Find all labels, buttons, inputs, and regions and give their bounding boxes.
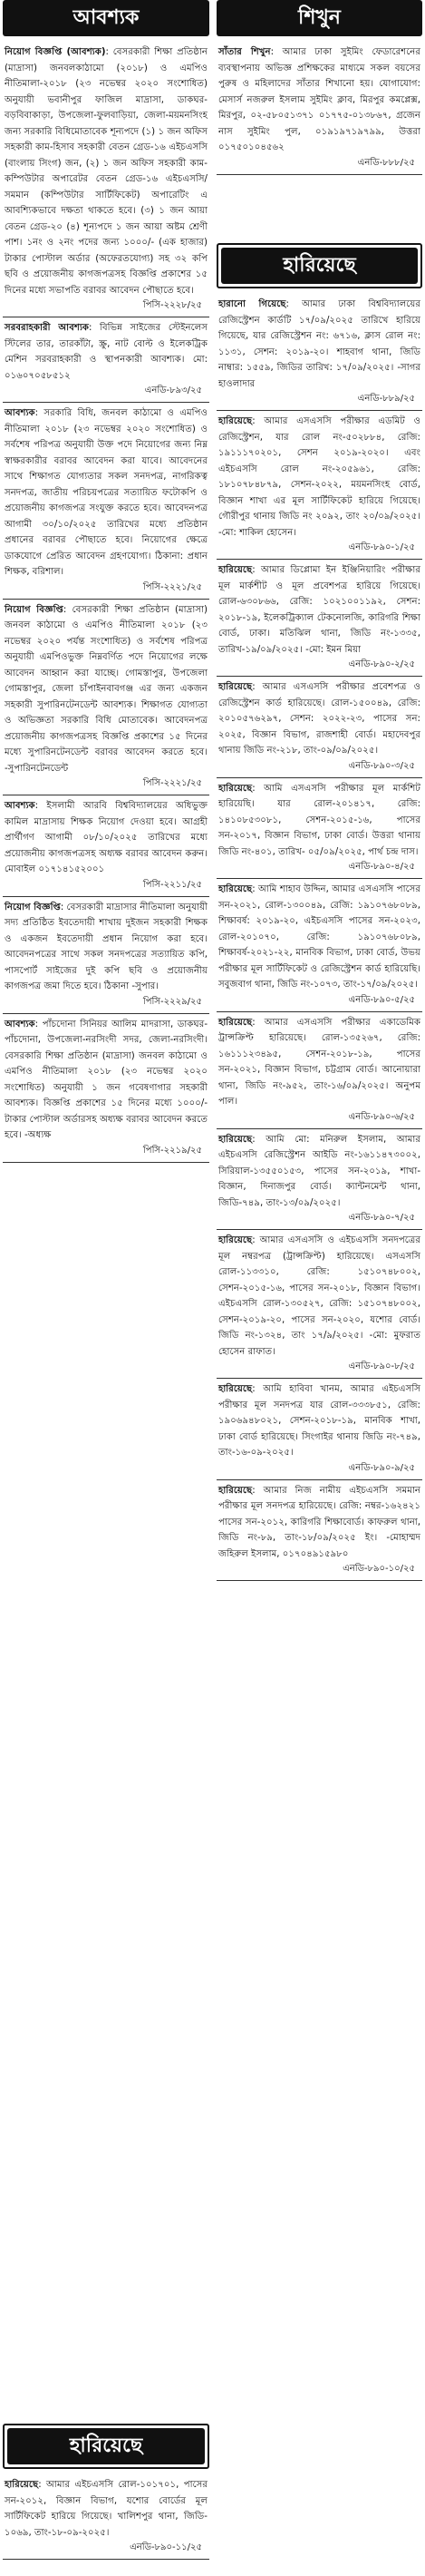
classified-ad bbox=[3, 1014, 209, 1163]
ad-lead: হারিয়েছে bbox=[218, 416, 253, 426]
ad-code: পিসি-২২২১/২৫ bbox=[142, 778, 202, 788]
ad-code: এনডি-৮৯০-৮/২৫ bbox=[348, 1361, 415, 1371]
ad-code: এনডি-৮৯০-১১/২৫ bbox=[130, 2542, 202, 2552]
ad-text bbox=[218, 44, 420, 156]
ad-text bbox=[218, 562, 420, 658]
ad-code: এনডি-৮৯০-৫/২৫ bbox=[348, 994, 415, 1005]
ad-body: : সরকারি বিধি, জনবল কাঠামো ও এমপিও নীতিমালা ২০১৮ (২৩ নভেম্বর ২০২০ সংশোধিত) ও সর্বশেষ পরিপত্র অনুযায়ী উক্ত পদে নিয়োগের জন্য নিম্ন স্বাক্ষরকারীর বরাবর আবেদন করা যাবে। আবেদনের সাথে শিক্ষাগত যোগ্যতার সকল সনদপত্র, নাগরিকত্ব সনদপত্র, জাতীয় পরিচয়পত্রের সত্যায়িত ফটোকপি ও প্রয়োজনীয় কাগজপত্র সংযুক্ত করতে হবে। আবেদনপত্র আগামী ৩০/১০/২০২৫ তারিখের মধ্যে প্রতিষ্ঠান প্রধানের বরাবর পৌছাতে হবে। নিয়োগের ক্ষেত্রে ডাকযোগে প্রেরিত আবেদন গ্রহণযোগ্য। ঠিকানা: প্রধান শিক্ষক, বরিশাল। bbox=[5, 408, 208, 577]
ad-lead: আবশ্যক bbox=[5, 408, 35, 418]
section-header-shikhun: শিখুন bbox=[217, 0, 422, 36]
ad-text bbox=[218, 297, 420, 392]
ad-body: : আমার এইচএসসি রোল-১০১৭০১, পাসের সন-২০১২, বিজ্ঞান বিভাগ, যশোর বোর্ডের মূল সার্টিফিকেট হারিয়ে গিয়েছে। খালিশপুর থানা, জিডি- ১০৬৯, তাং-১৮-০৯-২০২৫। bbox=[5, 2480, 208, 2538]
ad-text bbox=[218, 1483, 420, 1563]
ad-lead: নিয়োগ বিজ্ঞপ্তি (আবশ্যক) bbox=[5, 47, 106, 57]
ad-text bbox=[5, 2477, 208, 2541]
ad-code: এনডি-৮৯০-৭/২৫ bbox=[348, 1213, 415, 1223]
ad-lead: হারানো গিয়েছে bbox=[218, 299, 286, 309]
ad-body: : বিভিন্ন সাইজের স্টেইনলেস স্টিলের তার, তারকাঁটা, স্ক্রু, নাট বোল্ট ও ইলেকট্রিক মেশিন সরবরাহকারী ও স্থাপনকারী আবশ্যক। মো: ০১৬০৭০৫৮৫১২ bbox=[5, 323, 208, 381]
ad-body: : বেসরকারী শিক্ষা প্রতিষ্ঠান (মাদ্রাসা) জনবলকাঠামো (২০১৮) ও এমপিও নীতিমালা-২০১৮ (২৩ নভেম্বর ২০২০ সংশোধিত) অনুযায়ী ভবানীপুর ফাজিল মাদ্রাসা, ডাকঘর-বড়বিবাকাড়া, উপজেলা-ফুলবাড়িয়া, জেলা-ময়মনসিংহ জন্য সরকারি বিধিমোতাবেক শূন্যপদে (১) ১ জন অফিস সহকারী কাম-হিসাব সহকারী বেতন গ্রেড-১৬ এইচএসসি (বাংলায় সিংগ) জন, (২) ১ জন অফিস সহকারী কাম-কম্পিউটার অপারেটর বেতন গ্রেড-১৬ এইচএসসি/সমমান (কম্পিউটার সার্টিফিকেট) অপারেটিং এ আবশ্যিকভাবে দক্ষতা থাকতে হবে। (৩) ১ জন আয়া বেতন গ্রেড-২০ (৪) শূন্যপদে ১ জন আয়া অষ্টম শ্রেণী পাশ। ১নং ও ২নং পদের জন্য ১০০০/- (এক হাজার) টাকার পোস্টাল অর্ডার (অফেরতযোগ্য) সহ ৩২ কপি ছবি ও প্রয়োজনীয় কাগজপত্রসহ বিজ্ঞপ্তি প্রকাশের ১৫ দিনের মধ্যে সভাপতি বরাবর আবেদন পৌছাতে হবে। bbox=[5, 47, 208, 296]
ad-lead: হারিয়েছে bbox=[218, 1235, 253, 1245]
ad-code: এনডি-৮৯০-৬/২৫ bbox=[348, 1111, 415, 1122]
ad-code: এনডি-৮৮৮/২৫ bbox=[357, 157, 415, 168]
ad-body: : ইসলামী আরবি বিশ্ববিদ্যালয়ের অধিভুক্ত কামিল মাদ্রাসায় শিক্ষক নিয়োগ দেওয়া হবে। আগ্রহী প্রার্থীগণ আগামী ০৮/১০/২০২৫ তারিখের মধ্যে প্রয়োজনীয় কাগজপত্রসহ অধ্যক্ষ বরাবর আবেদন করুন। মোবাইল ০১৭১৪১৫২০০১ bbox=[5, 801, 208, 874]
right-column bbox=[217, 0, 422, 2543]
classified-ad bbox=[217, 42, 422, 175]
classified-ad bbox=[217, 1012, 422, 1129]
ad-code: এনডি-৮৯০-১/২৫ bbox=[348, 542, 415, 552]
ad-text bbox=[5, 405, 208, 581]
classified-ad bbox=[217, 1129, 422, 1231]
classified-ad bbox=[3, 42, 209, 317]
ad-lead: হারিয়েছে bbox=[218, 682, 253, 692]
ad-code: এনডি-৮৮৯/২৫ bbox=[357, 394, 415, 404]
left-lost-classifieds bbox=[3, 2474, 209, 2576]
ad-code: এনডি-৮৯০-৩/২৫ bbox=[348, 760, 415, 771]
classified-ad bbox=[217, 879, 422, 1012]
ad-code: এনডি-৮৯০-২/২৫ bbox=[348, 659, 415, 669]
ad-text bbox=[218, 414, 420, 541]
ad-body: : আমার এসএসসি পরীক্ষার এডমিট ও রেজিস্ট্রেশন, যার রোল নং-৫০২৮৮৪, রেজি: ১৯১১১৭০২০১, সেশন ২০১৯-২০২০। এবং এইচএসসি রোল নং-২০৫৯৬১, রেজি: ১৮১০৭৮৪৮৭৯, সেশন-২০২২, ময়মনসিংহ বোর্ড, বিজ্ঞান শাখা এর মূল সার্টিফিকেট হারিয়ে গিয়েছে। গৌরীপুর থানায় জিডি নং ২০৯২, তাং ২০/০৯/২০২৫। -মো: শাকিল হোসেন। bbox=[218, 416, 420, 538]
section-header-abosshok: আবশ্যক bbox=[3, 0, 209, 36]
ad-text bbox=[5, 320, 208, 384]
section-header-lost-right: হারিয়েছে bbox=[221, 248, 418, 284]
ad-code: এনডি-৮৯০-৯/২৫ bbox=[348, 1462, 415, 1473]
right-learn-classifieds bbox=[217, 42, 422, 238]
ad-lead: সাঁতার শিখুন bbox=[218, 47, 271, 57]
ad-lead: হারিয়েছে bbox=[218, 1134, 253, 1145]
classified-ad bbox=[217, 677, 422, 778]
ad-code: পিসি-২২২১/২৫ bbox=[142, 581, 202, 592]
ad-body: : বেসরকারী শিক্ষা প্রতিষ্ঠান (মাদ্রাসা) জনবল কাঠামো ও এমপিও নীতিমালা ২০১৮ (২৩ নভেম্বর ২০২০ পর্যন্ত সংশোধিত) ও সর্বশেষ পরিপত্র অনুযায়ী এমপিওভুক্ত নিম্নবর্ণিত পদে নিয়োগের লক্ষে আবেদন আহ্বান করা যাচ্ছে। গোমস্তাপুর, উপজেলা গোমস্তাপুর, জেলা চাঁপাইনবাবগঞ্জ এর জন্য একজন সহকারী সুপারিনটেনডেন্ট আবশ্যক। শিক্ষাগত যোগ্যতা ও অভিজ্ঞতা সরকারি বিধি মোতাবেক। আবেদনপত্র প্রয়োজনীয় কাগজপত্রসহ বিজ্ঞপ্তি প্রকাশের ১৫ দিনের মধ্যে সুপারিনটেনডেন্ট বরাবর আবেদন করতে হবে। -সুপারিনটেনডেন্ট bbox=[5, 604, 208, 774]
ad-body: : আমি হাবিবা খানম, আমার এইচএসসি পরীক্ষার মূল সনদপত্র যার রোল-৩৩৩৮৫১, রেজি: ১৯০৬৯৪৮০২১, সেশন-২০১৮-১৯, মানবিক শাখা, ঢাকা বোর্ড হারিয়েছে। সিংগাইর থানায় জিডি নং-৭৪৯, তাং-১৬-০৯-২০২৫। bbox=[218, 1384, 420, 1458]
ad-lead: হারিয়েছে bbox=[218, 783, 253, 794]
classified-ad bbox=[217, 1480, 422, 1582]
ad-lead: নিয়োগ বিজ্ঞপ্তি bbox=[5, 902, 61, 912]
section-header-lost-left: হারিয়েছে bbox=[7, 2428, 205, 2464]
ad-text bbox=[218, 781, 420, 861]
left-column bbox=[3, 0, 209, 2576]
ad-lead: আবশ্যক bbox=[5, 801, 35, 811]
ad-text bbox=[218, 679, 420, 759]
ad-text bbox=[5, 798, 208, 878]
right-lost-classifieds bbox=[217, 294, 422, 2543]
section-header-box-lost-left bbox=[3, 2424, 209, 2469]
ad-lead: হারিয়েছে bbox=[218, 565, 253, 575]
classified-ad bbox=[217, 294, 422, 411]
ad-body: : আমার এসএসসি পরীক্ষার প্রবেশপত্র ও রেজিস্ট্রেশন কার্ড হারিয়েছে। রোল-১৫০০৪৯, রেজি: ২০১০৫৭৬২৯৭, সেশন: ২০২২-২৩, পাসের সন: ২০২৫, বিজ্ঞান বিভাগ, রাজশাহী বোর্ড। মহাদেবপুর থানায় জিডি নং-২১৮, তাং-০৯/০৯/২০২৫। bbox=[218, 682, 420, 756]
classified-ad bbox=[3, 2474, 209, 2560]
ad-body: : আমি শাহাব উদ্দিন, আমার এসএসসি পাসের সন-২০২১, রোল-১৩০০৪৯, রেজি: ১৯১০৭৬৮০৮৯, শিক্ষাবর্ষ: ২০১৯-২০, এইচএসসি পাসের সন-২০২৩, রোল-২০১০৭০, রেজি: ১৯১০৭৬৮০৮৯, শিক্ষাবর্ষ-২০২১-২২, মানবিক বিভাগ, ঢাকা বোর্ড, উভয় পরীক্ষার মূল সার্টিফিকেট ও রেজিস্ট্রেশন কার্ড হারিয়েছি। সবুজবাগ থানা, জিডি নং-১০৭৩, তাং-১৭/০৯/২০২৫। bbox=[218, 884, 420, 990]
ad-text bbox=[5, 602, 208, 777]
classified-ad bbox=[3, 317, 209, 403]
classified-ad bbox=[217, 1379, 422, 1480]
ad-text bbox=[5, 44, 208, 298]
ad-lead: হারিয়েছে bbox=[218, 1485, 253, 1496]
ad-lead: আবশ্যক bbox=[5, 1019, 35, 1029]
ad-body: : আমার নিজ নামীয় এইচএসসি সমমান পরীক্ষার মূল সনদপত্র হারিয়েছে। রেজি: নম্বর-১৬২৪২১ পাসের সন-২০১২, কারিগরি শিক্ষাবোর্ড। কাফরুল থানা, জিডি নং-৮৯, তাং-১৮/০৯/২০২৫ ইং। -মোহাম্মদ জহিরুল ইসলাম, ০১৭০৪৯১৫৯৮০ bbox=[218, 1485, 420, 1559]
ad-text bbox=[218, 1132, 420, 1212]
classified-ad bbox=[217, 1230, 422, 1379]
classified-ad bbox=[217, 778, 422, 880]
classified-ad bbox=[3, 600, 209, 796]
ad-text bbox=[218, 1381, 420, 1461]
ad-lead: হারিয়েছে bbox=[218, 884, 253, 894]
ad-body: : আমি এসএসসি পরীক্ষার মূল মার্কশিট হারিয়েছি। যার রোল-২০১৪১৭, রেজি: ১৪১০৮৫৩০৮১, সেশন-২০১৫-১৬, পাসের সন-২০১৭, বিজ্ঞান বিভাগ, ঢাকা বোর্ড। উত্তরা থানায় জিডি নং-৪০১, তারিখ- ০৫/০৯/২০২৫, পার্থ চন্দ্র দাস। bbox=[218, 783, 420, 857]
ad-text bbox=[5, 1017, 208, 1144]
ad-body: : আমার ঢাকা সুইমিং ফেডারেশনের ব্যবস্থাপনায় অভিজ্ঞ প্রশিক্ষকের মাধ্যমে সকল বয়সের পুরুষ ও মহিলাদের সাঁতার শিখানো হয়। যোগাযোগ: মেসার্স নজরুল ইসলাম সুইমিং ক্লাব, মিরপুর কমপ্লেক্স, মিরপুর, ০২-৫৮০৫১৩৭১ ০১৭৭৫-০১৩৮৬৭, গ্রজেন নাস সুইমিং পুল, ০১৯১৯৭১৯৭৯৯, উত্তরা ০১৭৫০১০৪৫৬২ bbox=[218, 47, 420, 152]
ad-body: : পাঁচদোনা সিনিয়র আলিম মাদরাসা, ডাকঘর-পাঁচদোনা, উপজেলা-নরসিংদী সদর, জেলা-নরসিংদী। বেসরকারি শিক্ষা প্রতিষ্ঠান (মাদ্রাসা) জনবল কাঠামো ও এমপিও নীতিমালা ২০১৮ (২৩ নভেম্বর ২০২০ সংশোধিত) অনুযায়ী ১ জন গবেষণাগার সহকারী আবশ্যক। বিজ্ঞপ্তি প্রকাশের ১৫ দিনের মধ্যে ১০০০/- টাকার পোস্টাল অর্ডারসহ অধ্যক্ষ বরাবর আবেদন করতে হবে। -অধ্যক্ষ bbox=[5, 1019, 208, 1140]
ad-body: : আমার ঢাকা বিশ্ববিদ্যালয়ের রেজিস্ট্রেশন কার্ডটি ১৭/০৯/২০২৫ তারিখে হারিয়ে গিয়েছে, যার রেজিস্ট্রেশন নং: ৬৭১৬, ক্লাস রোল নং: ১১৩১, সেশন: ২০১৯-২০। শাহবাগ থানা, জিডি নাম্বার: ১৫৫৯, জিডির তারিখ: ১৭/০৯/২০২৫। -সাগর হাওলাদার bbox=[218, 299, 420, 389]
ad-lead: হারিয়েছে bbox=[218, 1017, 253, 1028]
classified-ad bbox=[3, 897, 209, 1014]
ad-text bbox=[218, 1015, 420, 1110]
ad-code: এনডি-৮৯৩/২৫ bbox=[144, 385, 202, 395]
classified-ad bbox=[217, 560, 422, 677]
ad-body: : বেসরকারী মাদ্রাসার নীতিমালা অনুযায়ী সদ্য প্রতিষ্ঠিত ইবতেদায়ী শাখায় দুইজন সহকারী শিক্ষক ও একজন ইবতেদায়ী প্রধান নিয়োগ করা হবে। আবেদনপত্রের সাথে সকল সনদপত্রের সত্যায়িত কপি, পাসপোর্ট সাইজের দুই কপি ছবি ও প্রয়োজনীয় কাগজপত্র জমা দিতে হবে। ঠিকানা -সুপার। bbox=[5, 902, 208, 991]
ad-code: পিসি-২২১৯/২৫ bbox=[142, 1145, 202, 1156]
left-classifieds bbox=[3, 42, 209, 2418]
ad-lead: নিয়োগ বিজ্ঞপ্তি bbox=[5, 604, 63, 615]
classified-ad bbox=[217, 411, 422, 560]
ad-lead: সরবরাহকারী আবশ্যক bbox=[5, 323, 90, 333]
ad-body: : আমি মো: মনিরুল ইসলাম, আমার এইচএসসি রেজিস্ট্রেশন আইডি নং-১৬১১৪৭৩০০২, সিরিয়াল-১৩৫৫০১৫৩, পাসের সন-২০১৯, শাখা-বিজ্ঞান, দিনাজপুর বোর্ড। ক্যান্টনমেন্ট থানা, জিডি-৭৪৯, তাং-১৩/০৯/২০২৫। bbox=[218, 1134, 420, 1208]
section-header-box-lost-right bbox=[217, 243, 422, 288]
ad-code: পিসি-২২১১/২৫ bbox=[142, 879, 202, 890]
ad-lead: হারিয়েছে bbox=[218, 1384, 253, 1394]
ad-code: এনডি-৮৯০-৪/২৫ bbox=[348, 862, 415, 872]
ad-code: পিসি-২২২৮/২৫ bbox=[142, 300, 202, 310]
ad-body: : আমার এসএসসি পরীক্ষার একাডেমিক ট্রান্সক্রিপ্ট হারিয়েছে। রোল-১৩৫২৬৭, রেজি: ১৬১১১২৩৪৯৫, সেশন-২০১৮-১৯, পাসের সন-২০২১, বিজ্ঞান বিভাগ, চট্টগ্রাম বোর্ড। আনোয়ারা থানা, জিডি নং-৯৫২, তাং-১৬/০৯/২০২৫। অনুপম পাল। bbox=[218, 1017, 420, 1107]
ad-body: : আমার ডিপ্লোমা ইন ইঞ্জিনিয়ারিং পরীক্ষার মূল মার্কশীট ও মূল প্রবেশপত্র হারিয়ে গিয়েছে। রোল-৬৩০৮৬৬, রেজি: ১০২১০০১১৯২, সেশন: ২০১৮-১৯, ইলেকট্রিক্যাল টেকনোলজি, কারিগরি শিক্ষা বোর্ড, ঢাকা। মতিঝিল থানা, জিডি নং-১৩৩৫, তারিখ-১৯/০৯/২০২৫। -মো: ইমন মিয়া bbox=[218, 565, 420, 655]
ad-code: এনডি-৮৯০-১০/২৫ bbox=[343, 1564, 415, 1574]
ad-code: পিসি-২২২৯/২৫ bbox=[142, 996, 202, 1007]
classified-ad bbox=[3, 403, 209, 600]
ad-lead: হারিয়েছে bbox=[5, 2480, 39, 2490]
ad-text bbox=[5, 900, 208, 995]
ad-body: : আমার এসএসসি ও এইচএসসি সনদপত্রের মূল নম্বরপত্র (ট্রান্সক্রিপ্ট) হারিয়েছে। এসএসসি রোল-১১৩৩১০, রেজি: ১৫১০৭৪৮০০২, সেশন-২০১৫-১৬, পাসের সন-২০১৮, বিজ্ঞান বিভাগ। এইচএসসি রোল-১৩০৫২৭, রেজি: ১৫১০৭৪৮০০২, সেশন-২০১৯-২০, পাসের সন-২০২০, যশোর বোর্ড। জিডি নং-১৩২৪, তাং ১৭/৯/২০২৫। -মো: মুফরাত হোসেন রাফাত। bbox=[218, 1235, 420, 1357]
classified-ad bbox=[3, 795, 209, 897]
ad-text bbox=[218, 1233, 420, 1360]
ad-text bbox=[218, 882, 420, 993]
